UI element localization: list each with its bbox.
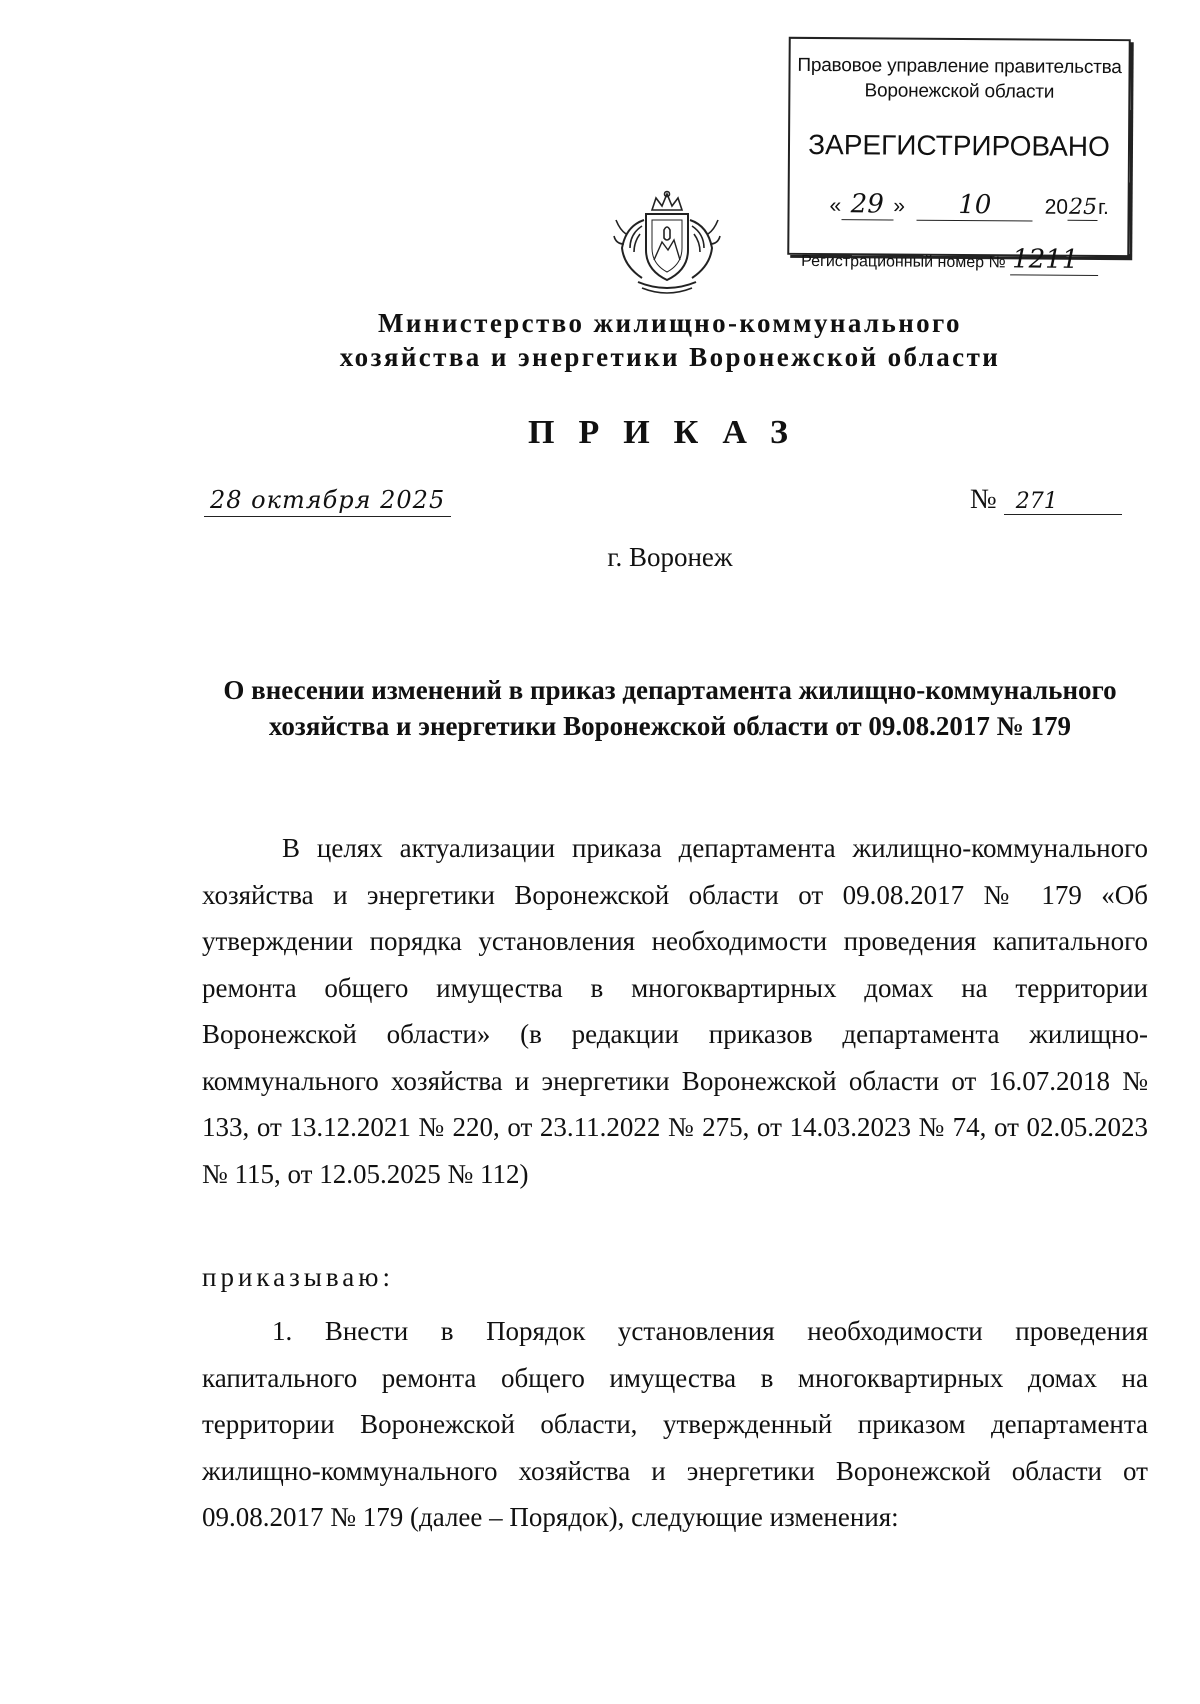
order-number: [970, 484, 1122, 516]
ministry-line2: хозяйства и энергетики Воронежской области: [339, 342, 1001, 372]
order-subject: [210, 672, 1130, 744]
item-1-paragraph: 1. Внести в Порядок установления необходимости проведения капитального ремонта общего имущества в многоквартирных домах на территории Воронежской области, утвержденный приказом департамента жилищно-коммунального хозяйства и энергетики Воронежской области от 09.08.2017 № 179 (далее – Порядок), следующие изменения:: [202, 1316, 1148, 1532]
stamp-year-suffix: 25: [1068, 194, 1098, 220]
stamp-date: « 29 » 10 2025г.: [829, 189, 1110, 221]
stamp-organization: [790, 53, 1128, 105]
registration-stamp: [787, 37, 1131, 275]
order-number-value: 271: [1004, 489, 1122, 515]
ministry-name: [0, 306, 1200, 374]
coat-of-arms-icon: [612, 190, 722, 298]
preamble-paragraph: В целях актуализации приказа департамента жилищно-коммунального хозяйства и энергетики Воронежской области от 09.08.2017 № 179 «Об утверждении порядка установления необходимости проведения капитального ремонта общего имущества в многоквартирных домах на территории Воронежской области» (в редакции приказов департамента жилищно-коммунального хозяйства и энергетики Воронежской области от 16.07.2018 № 133, от 13.12.2021 № 220, от 23.11.2022 № 275, от 14.03.2023 № 74, от 02.05.2023 № 115, от 12.05.2025 № 112): [202, 833, 1148, 1189]
stamp-regnum-value: 1211: [1010, 244, 1098, 276]
stamp-year-prefix: 20: [1044, 195, 1069, 219]
command-word: приказываю:: [202, 1262, 394, 1292]
stamp-org-line2: Воронежской области: [864, 80, 1055, 103]
city: г. Воронеж: [607, 542, 733, 572]
order-date: 28 октября 2025: [204, 486, 451, 517]
stamp-regnum: [801, 243, 1098, 276]
order-number-label: №: [970, 484, 997, 515]
subject-line2: хозяйства и энергетики Воронежской области от 09.08.2017 № 179: [268, 711, 1072, 741]
stamp-title: ЗАРЕГИСТРИРОВАНО: [808, 128, 1110, 163]
subject-line1: О внесении изменений в приказ департамента жилищно-коммунального: [223, 675, 1117, 705]
stamp-regnum-label: Регистрационный номер №: [801, 252, 1006, 272]
ministry-line1: Министерство жилищно-коммунального: [378, 308, 962, 338]
stamp-day: 29: [841, 189, 893, 220]
stamp-year-end: г.: [1097, 195, 1110, 220]
stamp-month: 10: [917, 190, 1033, 222]
stamp-org-line1: Правовое управление правительства: [797, 54, 1122, 79]
document-type: ПРИКАЗ: [528, 414, 812, 451]
